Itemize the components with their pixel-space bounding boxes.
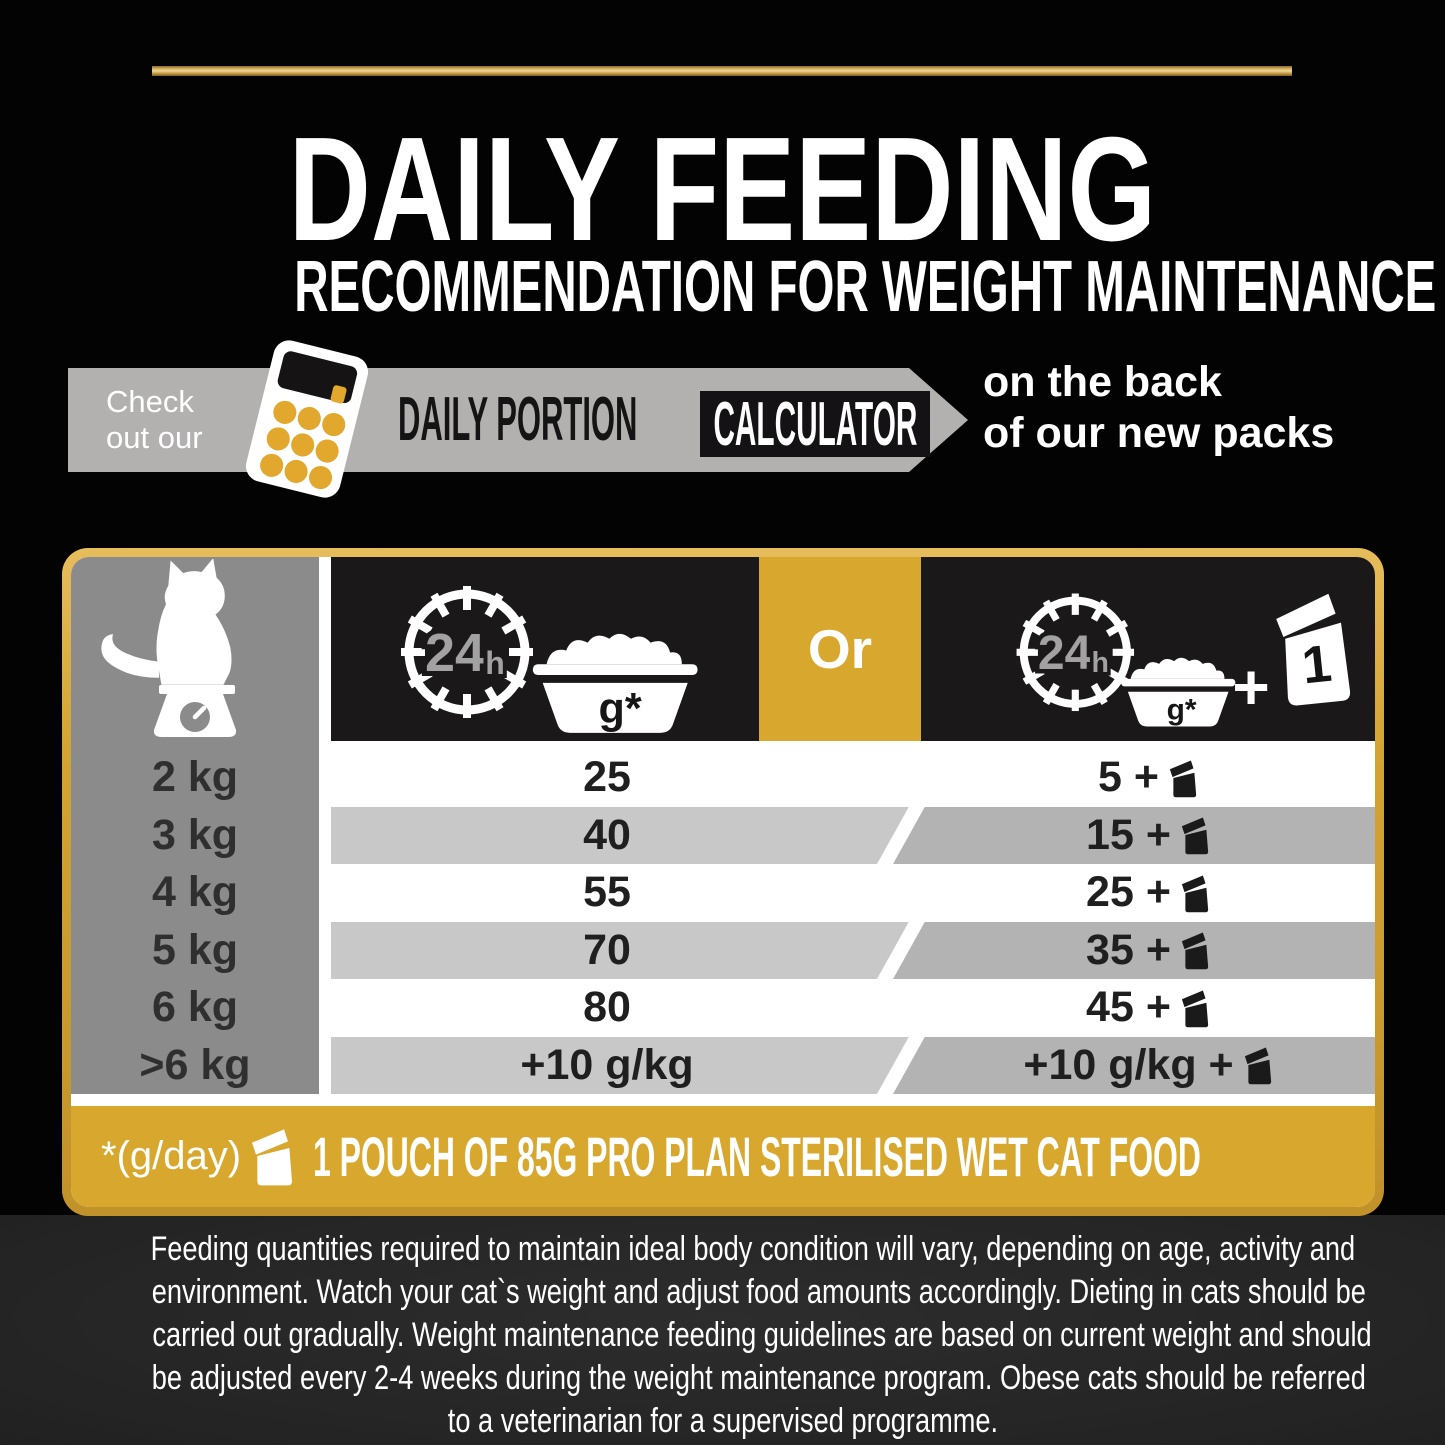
pouch-icon — [1243, 1044, 1273, 1086]
disclaimer-line: to a veterinarian for a supervised programme. — [447, 1402, 998, 1440]
pouch-icon — [1180, 987, 1210, 1029]
disclaimer-line: Feeding quantities required to maintain ideal body condition will vary, depending on age, activity and — [150, 1230, 1356, 1268]
dry-value-cell: 25 — [583, 753, 631, 801]
cat-on-scale-icon — [71, 559, 319, 741]
footnote-text-wrap — [313, 1106, 1375, 1207]
clock-24h-icon — [1017, 594, 1134, 711]
wet-value-cell — [921, 807, 1375, 865]
pouch-icon — [1168, 757, 1198, 799]
page-subtitle-text: RECOMMENDATION FOR WEIGHT MAINTENANCE — [294, 247, 1437, 327]
svg-text:h: h — [485, 645, 505, 681]
wet-value: +10 g/kg + — [1023, 1040, 1234, 1089]
footnote-unit: *(g/day) — [101, 1134, 242, 1178]
wet-value-cell — [921, 922, 1375, 980]
dry-header-icons — [331, 557, 759, 741]
wet-value-cell — [921, 1037, 1375, 1095]
on-the-back-line1: on the back — [983, 358, 1222, 406]
svg-text:g*: g* — [598, 685, 642, 734]
page-title — [0, 107, 1445, 272]
footnote-text: 1 POUCH OF 85G PRO PLAN STERILISED WET CAT FOOD — [313, 1125, 1201, 1188]
pouch-icon — [1180, 872, 1210, 914]
food-bowl-icon — [533, 634, 698, 733]
page-subtitle — [0, 247, 1445, 327]
pouch-icon — [1180, 814, 1210, 856]
wet-value: 25 + — [1086, 868, 1171, 917]
wet-value: 45 + — [1086, 983, 1171, 1032]
calculator-label-text: CALCULATOR — [713, 389, 917, 459]
on-the-back-line2: of our new packs — [983, 409, 1335, 457]
weight-cell: 6 kg — [151, 983, 239, 1031]
wet-value-cell — [921, 749, 1375, 807]
plus-icon: + — [1232, 651, 1270, 723]
footnote-band — [71, 1106, 1375, 1207]
or-header-cell — [759, 557, 921, 741]
disclaimer-line: environment. Watch your cat`s weight and adjust food amounts accordingly. Dieting in cats should be — [151, 1273, 1366, 1311]
svg-text:h: h — [1091, 646, 1109, 679]
svg-text:1: 1 — [1299, 634, 1335, 696]
calculator-icon — [244, 340, 370, 498]
daily-portion-text: DAILY PORTION — [398, 385, 638, 454]
disclaimer-line: be adjusted every 2-4 weeks during the weight maintenance program. Obese cats should be referred — [151, 1359, 1366, 1397]
wet-value: 35 + — [1086, 925, 1171, 974]
wet-pouch-icon — [1276, 594, 1350, 706]
pouch-icon — [1180, 929, 1210, 971]
weight-cell: 2 kg — [151, 753, 239, 801]
weight-cell: 5 kg — [151, 925, 239, 974]
disclaimer-paragraph — [0, 1228, 1445, 1443]
dry-value-cell: 55 — [583, 868, 631, 916]
feeding-table-inner — [71, 557, 1375, 1207]
weight-cell: 4 kg — [151, 868, 239, 916]
svg-text:g*: g* — [1166, 693, 1197, 727]
check-out-line2: out our — [106, 420, 203, 455]
wet-header-icons — [921, 557, 1375, 741]
wet-value: 15 + — [1086, 810, 1171, 859]
dry-value-cell: +10 g/kg — [520, 1040, 694, 1089]
check-out-our-label — [106, 384, 203, 456]
dry-value-cell: 70 — [583, 925, 631, 974]
wet-value-cell — [921, 864, 1375, 922]
gold-divider — [152, 66, 1292, 76]
disclaimer-line: carried out gradually. Weight maintenance feeding guidelines are based on current weight and should — [152, 1316, 1372, 1354]
clock-24h-icon — [401, 586, 533, 718]
wet-value-cell — [921, 979, 1375, 1037]
or-label: Or — [807, 618, 873, 680]
dry-value-cell: 40 — [583, 810, 631, 859]
weight-cell: 3 kg — [151, 810, 239, 859]
on-the-back-label — [983, 357, 1334, 459]
pouch-icon — [249, 1124, 295, 1188]
wet-value: 5 + — [1098, 753, 1159, 802]
svg-text:24: 24 — [424, 623, 486, 683]
dry-value-cell: 80 — [583, 983, 631, 1031]
svg-text:24: 24 — [1037, 626, 1092, 681]
weight-cell: >6 kg — [139, 1040, 251, 1089]
feeding-table — [62, 548, 1384, 1216]
check-out-line1: Check — [106, 384, 194, 419]
food-bowl-icon — [1121, 658, 1235, 727]
page-title-text: DAILY FEEDING — [288, 107, 1157, 272]
calculator-label-box — [700, 391, 930, 457]
